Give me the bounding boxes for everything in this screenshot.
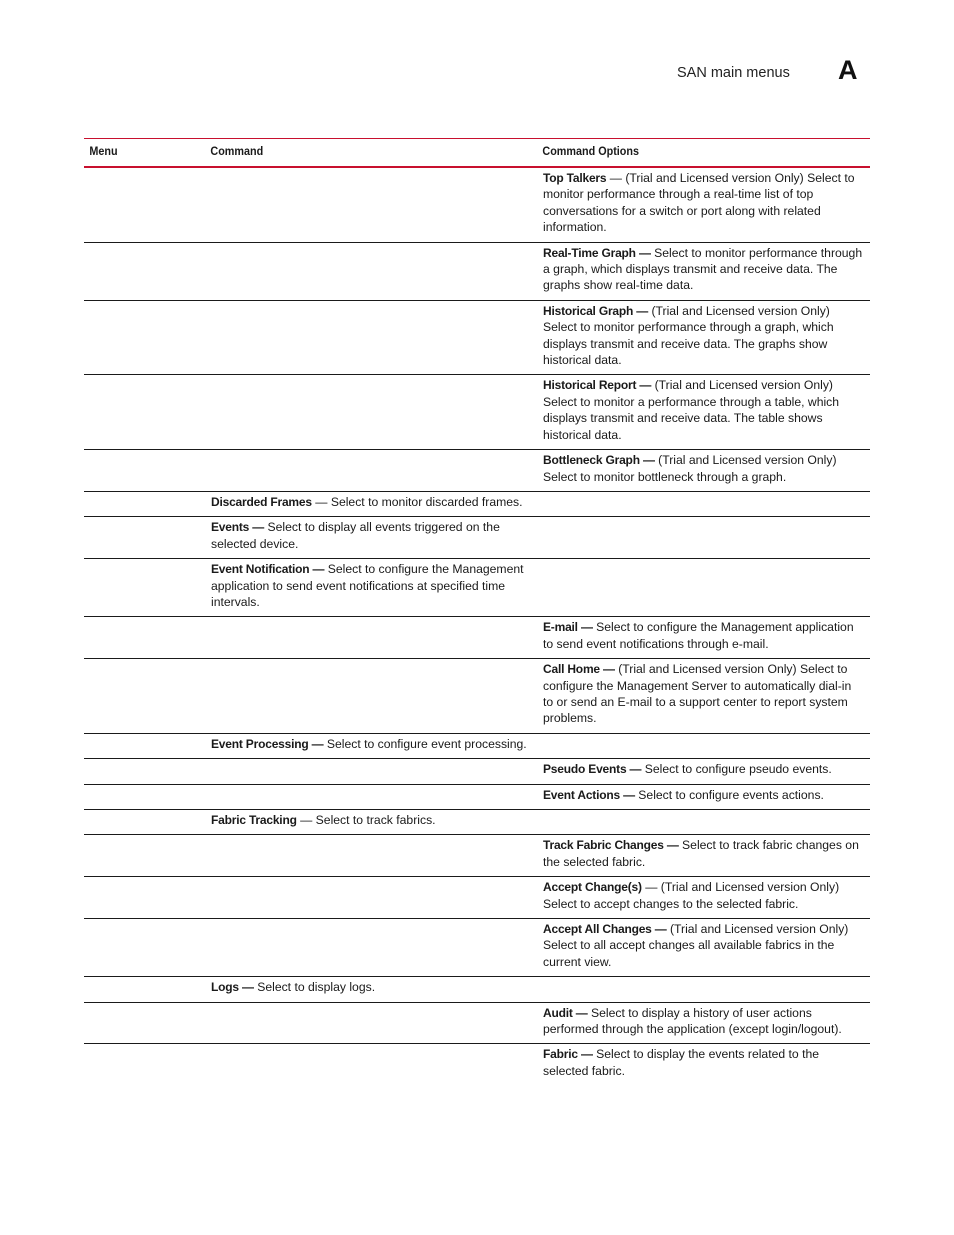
menu-cell (84, 617, 205, 658)
table-row (84, 1044, 870, 1085)
command-cell (205, 785, 537, 809)
menu-cell (84, 450, 205, 491)
command-option-description: (Trial and Licensed version Only) Select to configure the Management Server to automatically dial-in to or send an E-mail to a support center to report system problems. (543, 662, 852, 726)
command-cell (205, 450, 537, 491)
command-option-cell (537, 810, 870, 834)
menu-cell (84, 375, 205, 449)
menu-cell (84, 492, 205, 516)
table-row (84, 559, 870, 617)
table-row (84, 919, 870, 977)
command-cell (205, 734, 537, 758)
menu-cell (84, 810, 205, 834)
command-option-cell (537, 1003, 870, 1044)
command-option-term: Event Actions — (543, 787, 635, 802)
menu-cell (84, 559, 205, 616)
command-option-cell (537, 559, 870, 616)
command-option-description: — (Trial and Licensed version Only) Select to accept changes to the selected fabric. (543, 880, 840, 911)
table-row (84, 877, 870, 919)
table-row (84, 450, 870, 492)
command-option-cell (537, 168, 870, 242)
table-row (84, 977, 870, 1002)
table-row (84, 243, 870, 301)
command-option-description: Select to configure events actions. (634, 787, 824, 802)
command-option-term: Accept All Changes — (543, 922, 667, 937)
menu-cell (84, 877, 205, 918)
appendix-letter: A (838, 55, 858, 85)
command-option-cell (537, 659, 870, 733)
section-title: SAN main menus (677, 65, 790, 81)
menu-cell (84, 243, 205, 300)
command-option-cell (537, 759, 870, 783)
menu-cell (84, 734, 205, 758)
command-option-description: — (Trial and Licensed version Only) Select to monitor performance through a real-time list of top conversations for a switch or port along with related information. (543, 171, 855, 235)
table-row (84, 517, 870, 559)
command-option-description: Select to display a history of user actions performed through the application (except login/logout). (543, 1005, 842, 1037)
command-cell (205, 810, 537, 834)
command-cell (205, 517, 537, 558)
command-description: Select to display all events triggered on the selected device. (211, 520, 500, 551)
command-description: Select to display logs. (253, 980, 376, 995)
table-body (84, 168, 870, 1085)
menu-cell (84, 919, 205, 976)
command-option-term: Call Home — (543, 662, 615, 677)
command-option-term: Fabric — (543, 1047, 593, 1062)
menu-cell (84, 1003, 205, 1044)
command-option-cell (537, 375, 870, 449)
menu-cell (84, 759, 205, 783)
command-option-cell (537, 877, 870, 918)
command-option-cell (537, 301, 870, 375)
command-cell (205, 168, 537, 242)
command-option-cell (537, 492, 870, 516)
column-header-command: Command (210, 144, 264, 158)
table-row (84, 301, 870, 376)
command-option-term: Accept Change(s) (543, 880, 642, 895)
menu-cell (84, 517, 205, 558)
command-option-description: (Trial and Licensed version Only) Select to all accept changes all available fabrics in the current view. (543, 922, 849, 969)
command-cell (205, 659, 537, 733)
command-cell (205, 492, 537, 516)
command-option-term: Bottleneck Graph — (543, 453, 655, 468)
command-term: Logs — (211, 980, 254, 995)
table-row (84, 759, 870, 784)
command-cell (205, 877, 537, 918)
menu-cell (84, 301, 205, 375)
command-option-term: Track Fabric Changes — (543, 838, 679, 853)
command-description: — Select to monitor discarded frames. (311, 494, 523, 509)
command-option-description: (Trial and Licensed version Only) Select to monitor a performance through a table, which displays transmit and receive data. The table shows historical data. (543, 378, 840, 442)
column-header-command-options: Command Options (542, 144, 640, 158)
command-option-term: Real-Time Graph — (543, 245, 651, 260)
command-option-cell (537, 617, 870, 658)
command-option-cell (537, 785, 870, 809)
table-row (84, 492, 870, 517)
table-row (84, 617, 870, 659)
command-option-cell (537, 450, 870, 491)
command-option-description: (Trial and Licensed version Only) Select to monitor performance through a graph, which displays transmit and receive data. The graphs show historical data. (543, 303, 834, 368)
command-cell (205, 617, 537, 658)
command-cell (205, 759, 537, 783)
table-header (84, 139, 870, 168)
command-cell (205, 919, 537, 976)
command-option-description: Select to display the events related to the selected fabric. (543, 1047, 820, 1078)
table-row (84, 835, 870, 877)
table-row (84, 785, 870, 810)
command-cell (205, 977, 537, 1001)
table-row (84, 375, 870, 450)
column-header-menu: Menu (89, 144, 118, 158)
command-term: Discarded Frames (211, 494, 312, 509)
menu-cell (84, 168, 205, 242)
command-option-description: Select to track fabric changes on the selected fabric. (543, 838, 859, 869)
command-option-cell (537, 734, 870, 758)
command-option-description: Select to configure the Management application to send event notifications through e-mail. (543, 620, 854, 651)
table-row (84, 734, 870, 759)
command-description: — Select to track fabrics. (296, 813, 436, 827)
command-cell (205, 1003, 537, 1044)
menu-cell (84, 977, 205, 1001)
command-cell (205, 835, 537, 876)
command-option-term: Audit — (543, 1005, 588, 1020)
table-row (84, 168, 870, 243)
command-cell (205, 375, 537, 449)
command-description: Select to configure the Management application to send event notifications at specified time intervals. (211, 562, 524, 609)
command-term: Fabric Tracking (211, 813, 297, 827)
command-option-term: Historical Report — (543, 378, 652, 393)
command-cell (205, 1044, 537, 1085)
command-term: Event Notification — (211, 562, 325, 577)
table-row (84, 1003, 870, 1045)
command-option-cell (537, 243, 870, 300)
command-term: Event Processing — (211, 736, 324, 751)
command-description: Select to configure event processing. (323, 736, 527, 751)
command-option-cell (537, 1044, 870, 1085)
menu-command-table (84, 138, 870, 1085)
menu-cell (84, 785, 205, 809)
command-cell (205, 301, 537, 375)
menu-cell (84, 659, 205, 733)
command-option-cell (537, 517, 870, 558)
menu-cell (84, 835, 205, 876)
menu-cell (84, 1044, 205, 1085)
command-option-cell (537, 919, 870, 976)
command-cell (205, 243, 537, 300)
command-option-term: E-mail — (543, 620, 593, 635)
command-option-term: Pseudo Events — (543, 762, 642, 777)
command-term: Events — (211, 520, 265, 535)
table-row (84, 810, 870, 835)
command-option-description: (Trial and Licensed version Only) Select to monitor bottleneck through a graph. (543, 453, 837, 484)
command-option-term: Top Talkers (543, 171, 607, 185)
table-row (84, 659, 870, 734)
command-option-term: Historical Graph — (543, 303, 649, 318)
command-cell (205, 559, 537, 616)
command-option-description: Select to configure pseudo events. (641, 762, 832, 777)
command-option-cell (537, 835, 870, 876)
command-option-description: Select to monitor performance through a graph, which displays transmit and receive data. The graphs show real-time data. (543, 245, 863, 293)
command-option-cell (537, 977, 870, 1001)
